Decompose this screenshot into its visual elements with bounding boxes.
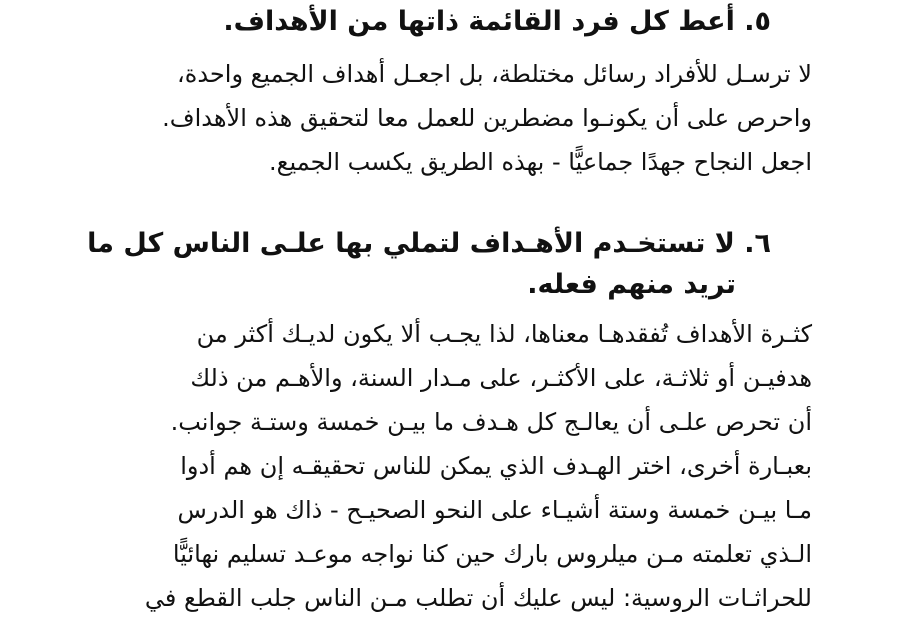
section-5-paragraph-line: واحرص على أن يكونـوا مضطرين للعمل معا لتحقيق هذه الأهداف. [162,104,812,132]
section-6-paragraph-line: بعبـارة أخرى، اختر الهـدف الذي يمكن للناس تحقيقـه إن هم أدوا [180,452,812,480]
section-6-paragraph-line: الـذي تعلمته مـن ميلروس بارك حين كنا نواجه موعـد تسليم نهائيًّا [172,540,812,568]
section-5-heading: ٥. أعط كل فرد القائمة ذاتها من الأهداف. [223,6,771,37]
section-6-paragraph-line: هدفيـن أو ثلاثـة، على الأكثـر، على مـدار السنة، والأهـم من ذلك [190,364,812,392]
section-6-heading-line: ٦. لا تستخـدم الأهـداف لتملي بها علـى الناس كل ما [87,228,771,259]
section-5-paragraph-line: لا ترسـل للأفراد رسائل مختلطة، بل اجعـل أهداف الجميع واحدة، [177,60,812,88]
section-6-paragraph-line: أن تحرص علـى أن يعالـج كل هـدف ما بيـن خمسة وستـة جوانب. [170,408,812,436]
section-6-heading-line: تريد منهم فعله. [527,269,736,300]
section-5-paragraph-line: اجعل النجاح جهدًا جماعيًّا - بهذه الطريق يكسب الجميع. [269,148,812,176]
section-6-paragraph-line: مـا بيـن خمسة وستة أشيـاء على النحو الصحيـح - ذاك هو الدرس [177,496,812,524]
section-6-paragraph-line: كثـرة الأهداف تُفقدهـا معناها، لذا يجـب ألا يكون لديـك أكثر من [196,320,812,348]
section-6-paragraph-line: للحراثـات الروسية: ليس عليك أن تطلب مـن الناس جلب القطع في [144,584,812,612]
